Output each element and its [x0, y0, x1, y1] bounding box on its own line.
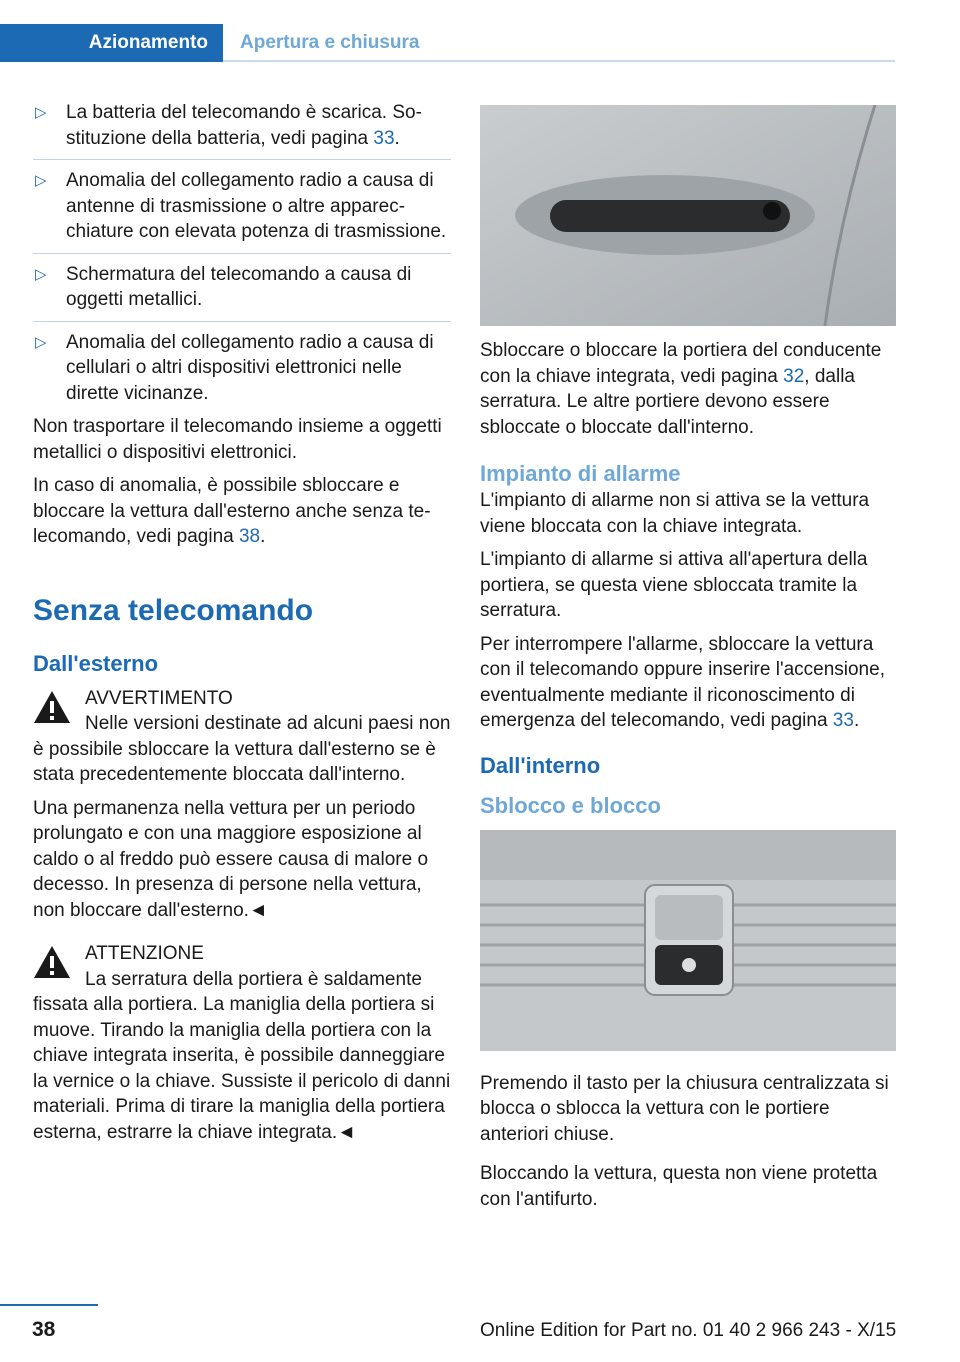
- warning-triangle-icon: [33, 690, 71, 724]
- header-tab-section: [0, 24, 223, 62]
- page-link[interactable]: 38: [238, 526, 261, 547]
- triangle-bullet-icon: ▷: [35, 172, 47, 189]
- image-caption: Sbloccare o bloccare la portiera del conducente con la chiave integrata, vedi pagina 32, dalla serratura. Le altre portiere devono essere sbloccate o bloccate dall'interno.: [480, 340, 882, 438]
- subsection-heading: Dall'interno: [480, 752, 601, 778]
- door-handle-image: [480, 105, 896, 326]
- list-item: ▷ Schermatura del telecomando a causa di oggetti metallici.: [33, 262, 451, 322]
- paragraph: Bloccando la vettura, questa non viene protetta con l'antifurto.: [480, 1163, 878, 1210]
- triangle-bullet-icon: ▷: [35, 265, 47, 283]
- caution-text: La serratura della portiera è saldamente fissata alla portiera. La maniglia della portiera si muove. Tirando la maniglia della portiera con la chiave integrata inserita, è possibile danneggiare la vernice o la chiave. Sussiste il pericolo di danni materiali. Prima di tirare la maniglia della portiera esterna, estrarre la chiave integrata.◄: [33, 968, 451, 1143]
- header-tab-chapter: Apertura e chiusura: [240, 32, 420, 53]
- paragraph: L'impianto di allarme non si attiva se la vettura viene bloccata con la chiave integrata.: [480, 490, 870, 537]
- paragraph: L'impianto di allarme si attiva all'apertura della portiera, se questa viene sbloccata tramite la serratura.: [480, 549, 868, 621]
- paragraph: In caso di anomalia, è possibile sbloccare e bloccare la vettura dall'esterno anche senza telecomando, vedi pagina 38.: [33, 475, 431, 547]
- footer-divider: [0, 1304, 98, 1306]
- section-heading: Senza telecomando: [33, 593, 314, 627]
- left-column: [33, 100, 451, 1153]
- page-link[interactable]: 33: [373, 127, 395, 149]
- list-item: ▷ Anomalia del collegamento radio a causa di cellulari o altri dispositivi elettronici nelle dirette vicinanze.: [35, 331, 434, 404]
- warning-text: Nelle versioni destinate ad alcuni paesi non è possibile sbloccare la vettura dall'esterno se è stata precedentemente bloccata dall'interno.: [33, 713, 451, 785]
- subsection-heading: Dall'esterno: [33, 650, 159, 676]
- warning-block: [33, 686, 451, 924]
- triangle-bullet-icon: ▷: [35, 333, 47, 351]
- caution-title: ATTENZIONE: [85, 943, 204, 964]
- image-caption: Premendo il tasto per la chiusura centralizzata si blocca o sblocca la vettura con le portiere anteriori chiuse.: [480, 1072, 889, 1145]
- central-locking-button-image: [480, 830, 896, 1051]
- right-column: [480, 105, 896, 1220]
- subsection-heading: Impianto di allarme: [480, 461, 681, 486]
- page-number: 38: [32, 1318, 56, 1341]
- list-item: ▷ La batteria del telecomando è scarica. Sostituzione della batteria, vedi pagina 33.: [33, 100, 451, 160]
- page-link[interactable]: 32: [783, 365, 805, 387]
- subsection-heading: Sblocco e blocco: [480, 792, 661, 818]
- triangle-bullet-icon: ▷: [35, 104, 47, 121]
- edition-note: Online Edition for Part no. 01 40 2 966 243 - X/15: [480, 1320, 897, 1341]
- list-item: ▷ Anomalia del collegamento radio a causa di antenne di trasmissione o altre apparecchiature con elevata potenza di trasmissione.: [33, 168, 451, 254]
- section-title: Azionamento: [88, 32, 208, 53]
- paragraph: Per interrompere l'allarme, sbloccare la vettura con il telecomando oppure inserire l'accensione, eventualmente mediante il riconoscimento di emergenza del telecomando, vedi pagina 33.: [480, 633, 885, 731]
- header-divider: [223, 60, 895, 62]
- warning-title: AVVERTIMENTO: [85, 687, 233, 709]
- page-link[interactable]: 33: [832, 710, 854, 731]
- warning-triangle-icon: [33, 945, 71, 979]
- caution-block: [33, 941, 451, 1145]
- warning-text: Una permanenza nella vettura per un periodo prolungato e con una maggiore esposizione al caldo o al freddo può essere causa di malore o decesso. In presenza di persone nella vettura, non bloccare dall'esterno.◄: [33, 797, 429, 921]
- paragraph: Non trasportare il telecomando insieme a oggetti metallici o dispositivi elettronici.: [33, 416, 442, 463]
